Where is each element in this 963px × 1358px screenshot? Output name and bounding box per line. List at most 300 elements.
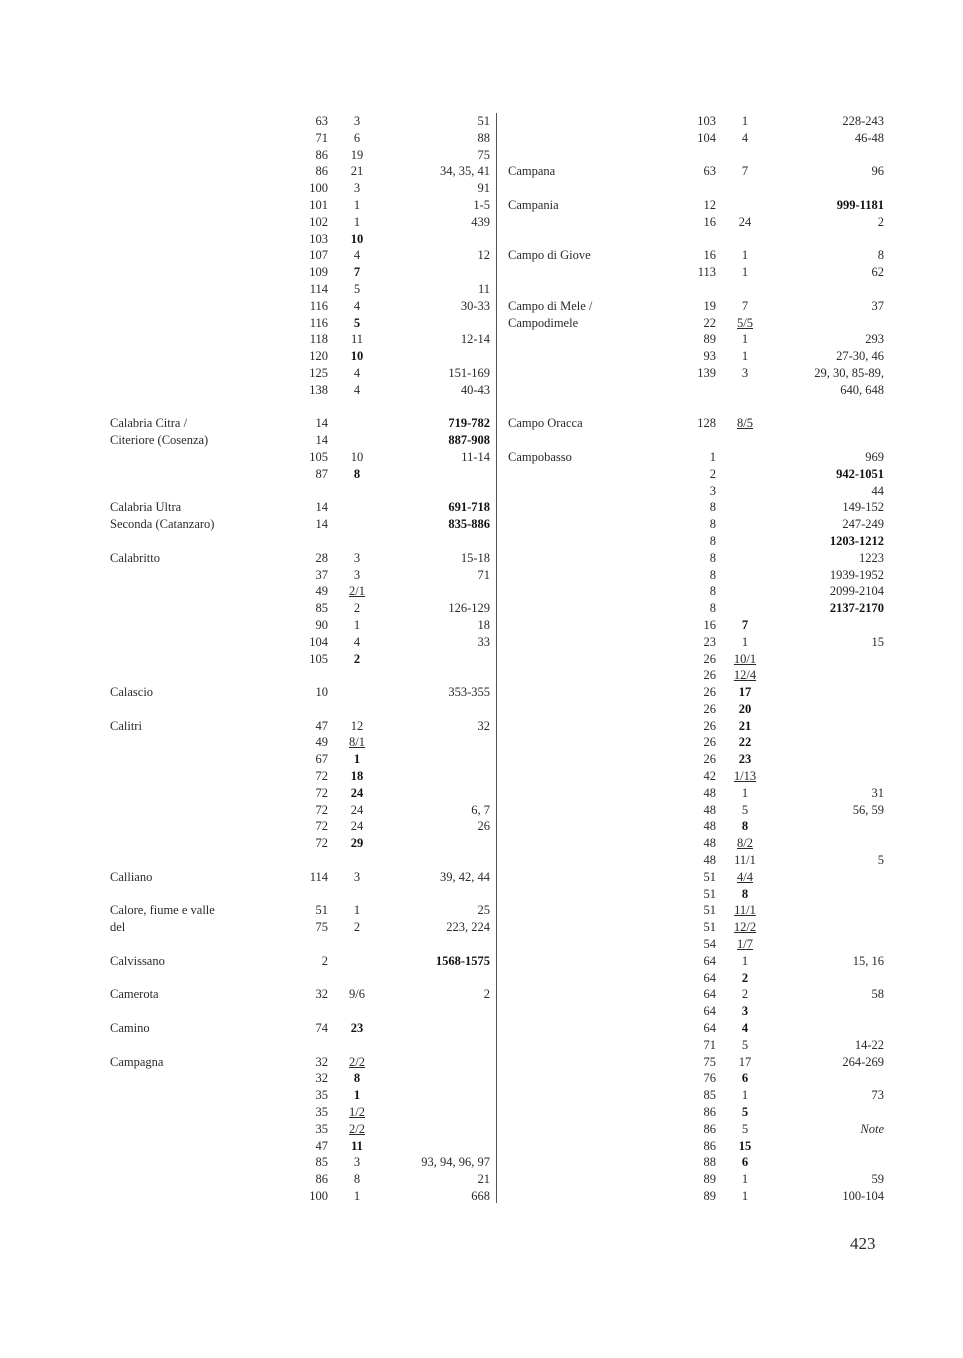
- index-row: [506, 902, 884, 919]
- place-name: [506, 986, 678, 1003]
- index-row: [506, 970, 884, 987]
- page-range: 835-886: [448, 517, 490, 532]
- place-name: [506, 718, 678, 735]
- index-entry: [506, 197, 884, 231]
- page-range: 75: [477, 147, 490, 162]
- issue-number: 11/1: [734, 853, 756, 868]
- volume-number: 8: [709, 601, 716, 616]
- index-row: [506, 1138, 884, 1155]
- issue-number: 1: [741, 785, 749, 800]
- index-entry: [506, 298, 884, 399]
- volume-number: 102: [309, 214, 328, 229]
- volume-number: 47: [315, 1138, 328, 1153]
- index-row: [506, 382, 884, 399]
- issue-number: 15: [738, 1138, 752, 1153]
- place-name: [506, 1154, 678, 1171]
- page-range: [386, 231, 490, 248]
- issue-number: 5: [741, 1121, 749, 1136]
- page-range: 40-43: [460, 382, 490, 397]
- place-name: Calliano: [110, 869, 153, 884]
- place-name: Calascio: [110, 685, 154, 700]
- issue-number: 12: [350, 718, 364, 733]
- issue-number: [328, 415, 386, 432]
- place-name: [108, 835, 280, 852]
- volume-number: 32: [315, 1054, 328, 1069]
- issue-number: [328, 953, 386, 970]
- index-entry: [108, 499, 490, 533]
- place-name: [108, 768, 280, 785]
- index-row: [108, 281, 490, 298]
- place-name: Campo di Giove: [508, 248, 591, 263]
- issue-number: 3: [353, 114, 361, 128]
- issue-number: 22: [738, 735, 752, 750]
- issue-number: 7: [353, 265, 361, 280]
- page-range: 223, 224: [446, 920, 490, 935]
- page-range: [386, 348, 490, 365]
- issue-number: [716, 483, 774, 500]
- page-range: 59: [871, 1172, 884, 1187]
- issue-number: 1: [353, 197, 361, 212]
- page-range: 31: [871, 785, 884, 800]
- place-name: [506, 902, 678, 919]
- place-name: [506, 852, 678, 869]
- page-range: 228-243: [842, 114, 884, 128]
- page-range: 71: [477, 567, 490, 582]
- volume-number: 72: [315, 785, 328, 800]
- page-range: [386, 835, 490, 852]
- volume-number: 26: [703, 668, 716, 683]
- issue-number: 17: [738, 685, 752, 700]
- place-name: [506, 516, 678, 533]
- volume-number: 35: [315, 1105, 328, 1120]
- volume-number: 104: [697, 130, 716, 145]
- index-row: [108, 1020, 490, 1037]
- volume-number: 3: [709, 483, 716, 498]
- place-name: Campania: [508, 197, 559, 212]
- volume-number: 114: [309, 869, 328, 884]
- index-row: [108, 466, 490, 483]
- page-range: 93, 94, 96, 97: [421, 1155, 490, 1170]
- issue-number: 6: [741, 1155, 749, 1170]
- place-name: [108, 802, 280, 819]
- index-row: [108, 818, 490, 835]
- place-name: [108, 264, 280, 281]
- place-name: Campo di Mele /: [508, 298, 593, 313]
- volume-number: 109: [309, 265, 328, 280]
- index-row: [108, 432, 490, 449]
- place-name: [506, 533, 678, 550]
- index-row: [506, 734, 884, 751]
- index-row: [506, 785, 884, 802]
- volume-number: 8: [709, 533, 716, 548]
- issue-number: 3: [353, 181, 361, 196]
- index-row: [108, 499, 490, 516]
- index-row: [506, 701, 884, 718]
- issue-number: 3: [353, 869, 361, 884]
- index-row: [108, 214, 490, 231]
- index-row: [506, 919, 884, 936]
- page-range: [774, 1104, 884, 1121]
- volume-number: 14: [315, 433, 328, 448]
- place-name: [506, 802, 678, 819]
- volume-number: 107: [309, 248, 328, 263]
- place-name: [108, 734, 280, 751]
- place-name: Campodimele: [508, 315, 579, 330]
- place-name: [108, 247, 280, 264]
- place-name: [108, 1188, 280, 1205]
- volume-number: 49: [315, 735, 328, 750]
- index-entry: [108, 1054, 490, 1205]
- place-name: [108, 365, 280, 382]
- index-entry: [506, 415, 884, 432]
- page-range: [774, 869, 884, 886]
- page-range: 2: [877, 214, 884, 229]
- page-range: 2137-2170: [829, 601, 884, 616]
- index-row: [108, 617, 490, 634]
- index-row: [506, 1121, 884, 1138]
- page-range: [774, 751, 884, 768]
- place-name: Calitri: [110, 718, 142, 733]
- page-range: 2: [483, 987, 490, 1002]
- place-name: [506, 550, 678, 567]
- volume-number: 49: [315, 584, 328, 599]
- volume-number: 2: [709, 466, 716, 481]
- issue-number: 10: [350, 449, 364, 464]
- page-range: 91: [477, 181, 490, 196]
- place-name: [506, 214, 678, 231]
- index-row: [506, 1087, 884, 1104]
- volume-number: 35: [315, 1121, 328, 1136]
- volume-number: 86: [315, 147, 328, 162]
- place-name: [506, 1070, 678, 1087]
- page-range: [774, 1003, 884, 1020]
- place-name: [108, 382, 280, 399]
- place-name: [506, 1121, 678, 1138]
- issue-number: 3: [353, 550, 361, 565]
- volume-number: 16: [703, 248, 716, 263]
- index-row: [108, 1138, 490, 1155]
- page-range: 51: [477, 114, 490, 128]
- place-name: [506, 365, 678, 382]
- issue-number: 8: [741, 886, 749, 901]
- page-range: [774, 768, 884, 785]
- index-row: [108, 835, 490, 852]
- index-row: [506, 1037, 884, 1054]
- place-name: [108, 180, 280, 197]
- index-row: [108, 1087, 490, 1104]
- volume-number: 54: [703, 937, 716, 952]
- place-name: [108, 315, 280, 332]
- index-entry: [108, 415, 490, 482]
- page-range: [774, 919, 884, 936]
- page-range: 1939-1952: [829, 567, 884, 582]
- page-range: 39, 42, 44: [440, 869, 490, 884]
- place-name: Campagna: [110, 1054, 164, 1069]
- place-name: [506, 264, 678, 281]
- page-range: 1-5: [473, 197, 490, 212]
- page-range: 14-22: [854, 1037, 884, 1052]
- place-name: [506, 1003, 678, 1020]
- issue-number: 2: [353, 651, 361, 666]
- volume-number: 86: [703, 1138, 716, 1153]
- index-row: [108, 550, 490, 567]
- volume-number: 86: [703, 1121, 716, 1136]
- volume-number: 67: [315, 752, 328, 767]
- page-range: 11-14: [461, 449, 490, 464]
- volume-number: 88: [703, 1155, 716, 1170]
- place-name: [506, 617, 678, 634]
- page-range: 32: [477, 718, 490, 733]
- index-row: [506, 886, 884, 903]
- index-row: [506, 247, 884, 264]
- place-name: [108, 600, 280, 617]
- index-entry: [108, 550, 490, 668]
- volume-number: 139: [697, 365, 716, 380]
- index-row: [108, 651, 490, 668]
- issue-number: 5/5: [737, 315, 753, 330]
- issue-number: 24: [350, 819, 364, 834]
- page-range: [386, 1138, 490, 1155]
- place-name: Campana: [508, 164, 556, 179]
- volume-number: 64: [703, 987, 716, 1002]
- page-range: [386, 734, 490, 751]
- index-entry: [506, 247, 884, 281]
- issue-number: 24: [738, 214, 752, 229]
- place-name: [108, 163, 280, 180]
- place-name: [108, 1154, 280, 1171]
- issue-number: 8/5: [737, 416, 753, 431]
- issue-number: 6: [353, 130, 361, 145]
- right-column: [506, 113, 884, 1222]
- page-range: [774, 415, 884, 432]
- index-row: [506, 936, 884, 953]
- issue-number: [716, 382, 774, 399]
- issue-number: 8: [353, 1172, 361, 1187]
- index-row: [108, 1171, 490, 1188]
- index-row: [506, 415, 884, 432]
- volume-number: 85: [703, 1088, 716, 1103]
- index-entry: [108, 902, 490, 936]
- place-name: [108, 298, 280, 315]
- page-range: 25: [477, 903, 490, 918]
- index-row: [506, 449, 884, 466]
- index-row: [506, 852, 884, 869]
- page-range: 11: [477, 281, 490, 296]
- place-name: del: [110, 920, 126, 935]
- issue-number: 2: [741, 987, 749, 1002]
- place-name: [506, 886, 678, 903]
- volume-number: 85: [315, 601, 328, 616]
- place-name: [108, 583, 280, 600]
- issue-number: 4: [353, 298, 361, 313]
- issue-number: 2/1: [349, 584, 365, 599]
- volume-number: 86: [315, 1172, 328, 1187]
- volume-number: 86: [315, 164, 328, 179]
- issue-number: 3: [741, 365, 749, 380]
- issue-number: 10/1: [733, 651, 757, 666]
- place-name: [506, 734, 678, 751]
- page-range: 640, 648: [840, 382, 884, 397]
- place-name: [108, 113, 280, 130]
- page-range: [774, 835, 884, 852]
- volume-number: 48: [703, 819, 716, 834]
- volume-number: 26: [703, 735, 716, 750]
- issue-number: [716, 550, 774, 567]
- issue-number: 2/2: [349, 1054, 365, 1069]
- volume-number: 8: [709, 567, 716, 582]
- issue-number: [716, 449, 774, 466]
- index-row: [108, 365, 490, 382]
- page-range: 6, 7: [471, 802, 490, 817]
- index-row: [506, 1070, 884, 1087]
- column-divider: [496, 113, 497, 1203]
- issue-number: 5: [741, 1105, 749, 1120]
- volume-number: 72: [315, 819, 328, 834]
- page-range: 1223: [859, 550, 884, 565]
- volume-number: 51: [703, 886, 716, 901]
- index-row: [108, 331, 490, 348]
- volume-number: 48: [703, 785, 716, 800]
- place-name: Seconda (Catanzaro): [110, 517, 215, 532]
- issue-number: [328, 432, 386, 449]
- index-row: [506, 684, 884, 701]
- place-name: [108, 331, 280, 348]
- index-entry: [108, 953, 490, 970]
- volume-number: 8: [709, 500, 716, 515]
- issue-number: 1/2: [349, 1105, 365, 1120]
- index-row: [108, 802, 490, 819]
- index-row: [506, 298, 884, 315]
- issue-number: 4: [741, 130, 749, 145]
- page-range: 691-718: [448, 500, 490, 515]
- index-row: [108, 785, 490, 802]
- page-range: [774, 886, 884, 903]
- index-row: [108, 567, 490, 584]
- volume-number: 125: [309, 365, 328, 380]
- issue-number: 4: [353, 382, 361, 397]
- issue-number: [716, 600, 774, 617]
- index-row: [108, 953, 490, 970]
- page-range: [386, 1087, 490, 1104]
- issue-number: 12/4: [733, 668, 757, 683]
- issue-number: 5: [741, 1037, 749, 1052]
- page-range: 8: [877, 248, 884, 263]
- index-row: [108, 113, 490, 130]
- place-name: [506, 701, 678, 718]
- volume-number: 8: [709, 550, 716, 565]
- issue-number: 21: [350, 164, 364, 179]
- index-row: [108, 1104, 490, 1121]
- issue-number: 10: [350, 349, 364, 364]
- index-row: [506, 483, 884, 500]
- place-name: [108, 617, 280, 634]
- volume-number: 26: [703, 701, 716, 716]
- volume-number: 48: [703, 802, 716, 817]
- place-name: [506, 331, 678, 348]
- issue-number: [328, 684, 386, 701]
- issue-number: 1: [741, 349, 749, 364]
- issue-number: 1: [353, 1189, 361, 1203]
- index-row: [506, 583, 884, 600]
- volume-number: 85: [315, 1155, 328, 1170]
- index-row: [506, 1154, 884, 1171]
- page-range: 149-152: [842, 500, 884, 515]
- place-name: [108, 1138, 280, 1155]
- issue-number: 11: [350, 332, 364, 347]
- page-range: [774, 902, 884, 919]
- place-name: [506, 1087, 678, 1104]
- page-range: [774, 1138, 884, 1155]
- index-row: [506, 751, 884, 768]
- issue-number: [716, 516, 774, 533]
- issue-number: 8: [353, 466, 361, 481]
- place-name: Campobasso: [508, 449, 572, 464]
- page-range: 247-249: [842, 517, 884, 532]
- page-range: 668: [471, 1189, 490, 1203]
- issue-number: 4/4: [737, 869, 753, 884]
- place-name: [108, 567, 280, 584]
- volume-number: 12: [703, 197, 716, 212]
- index-row: [506, 214, 884, 231]
- page-range: 21: [477, 1172, 490, 1187]
- index-row: [108, 902, 490, 919]
- index-row: [108, 382, 490, 399]
- place-name: Calabria Ultra: [110, 500, 182, 515]
- issue-number: 6: [741, 1071, 749, 1086]
- issue-number: 5: [353, 315, 361, 330]
- place-name: [506, 583, 678, 600]
- index-row: [506, 197, 884, 214]
- volume-number: 19: [703, 298, 716, 313]
- index-row: [506, 617, 884, 634]
- place-name: [108, 1070, 280, 1087]
- volume-number: 48: [703, 836, 716, 851]
- volume-number: 26: [703, 718, 716, 733]
- place-name: [506, 1054, 678, 1071]
- page-range: 62: [871, 265, 884, 280]
- index-row: [506, 365, 884, 382]
- index-row: [108, 634, 490, 651]
- issue-number: 4: [353, 634, 361, 649]
- index-row: [506, 533, 884, 550]
- index-row: [506, 1020, 884, 1037]
- volume-number: 138: [309, 382, 328, 397]
- page-range: [386, 785, 490, 802]
- volume-number: 47: [315, 718, 328, 733]
- issue-number: 24: [350, 802, 364, 817]
- volume-number: 26: [703, 752, 716, 767]
- left-column: [108, 113, 490, 1222]
- volume-number: 103: [309, 231, 328, 246]
- volume-number: 16: [703, 214, 716, 229]
- issue-number: 2/2: [349, 1121, 365, 1136]
- page-range: [774, 970, 884, 987]
- index-row: [506, 499, 884, 516]
- volume-number: 8: [709, 584, 716, 599]
- place-name: [506, 634, 678, 651]
- page-range: 88: [477, 130, 490, 145]
- volume-number: 113: [697, 265, 716, 280]
- volume-number: 100: [309, 1189, 328, 1203]
- index-entry: [108, 986, 490, 1003]
- issue-number: 29: [350, 836, 364, 851]
- issue-number: [716, 533, 774, 550]
- issue-number: [716, 499, 774, 516]
- index-row: [506, 567, 884, 584]
- page-range: [774, 1070, 884, 1087]
- index-row: [506, 802, 884, 819]
- place-name: [506, 667, 678, 684]
